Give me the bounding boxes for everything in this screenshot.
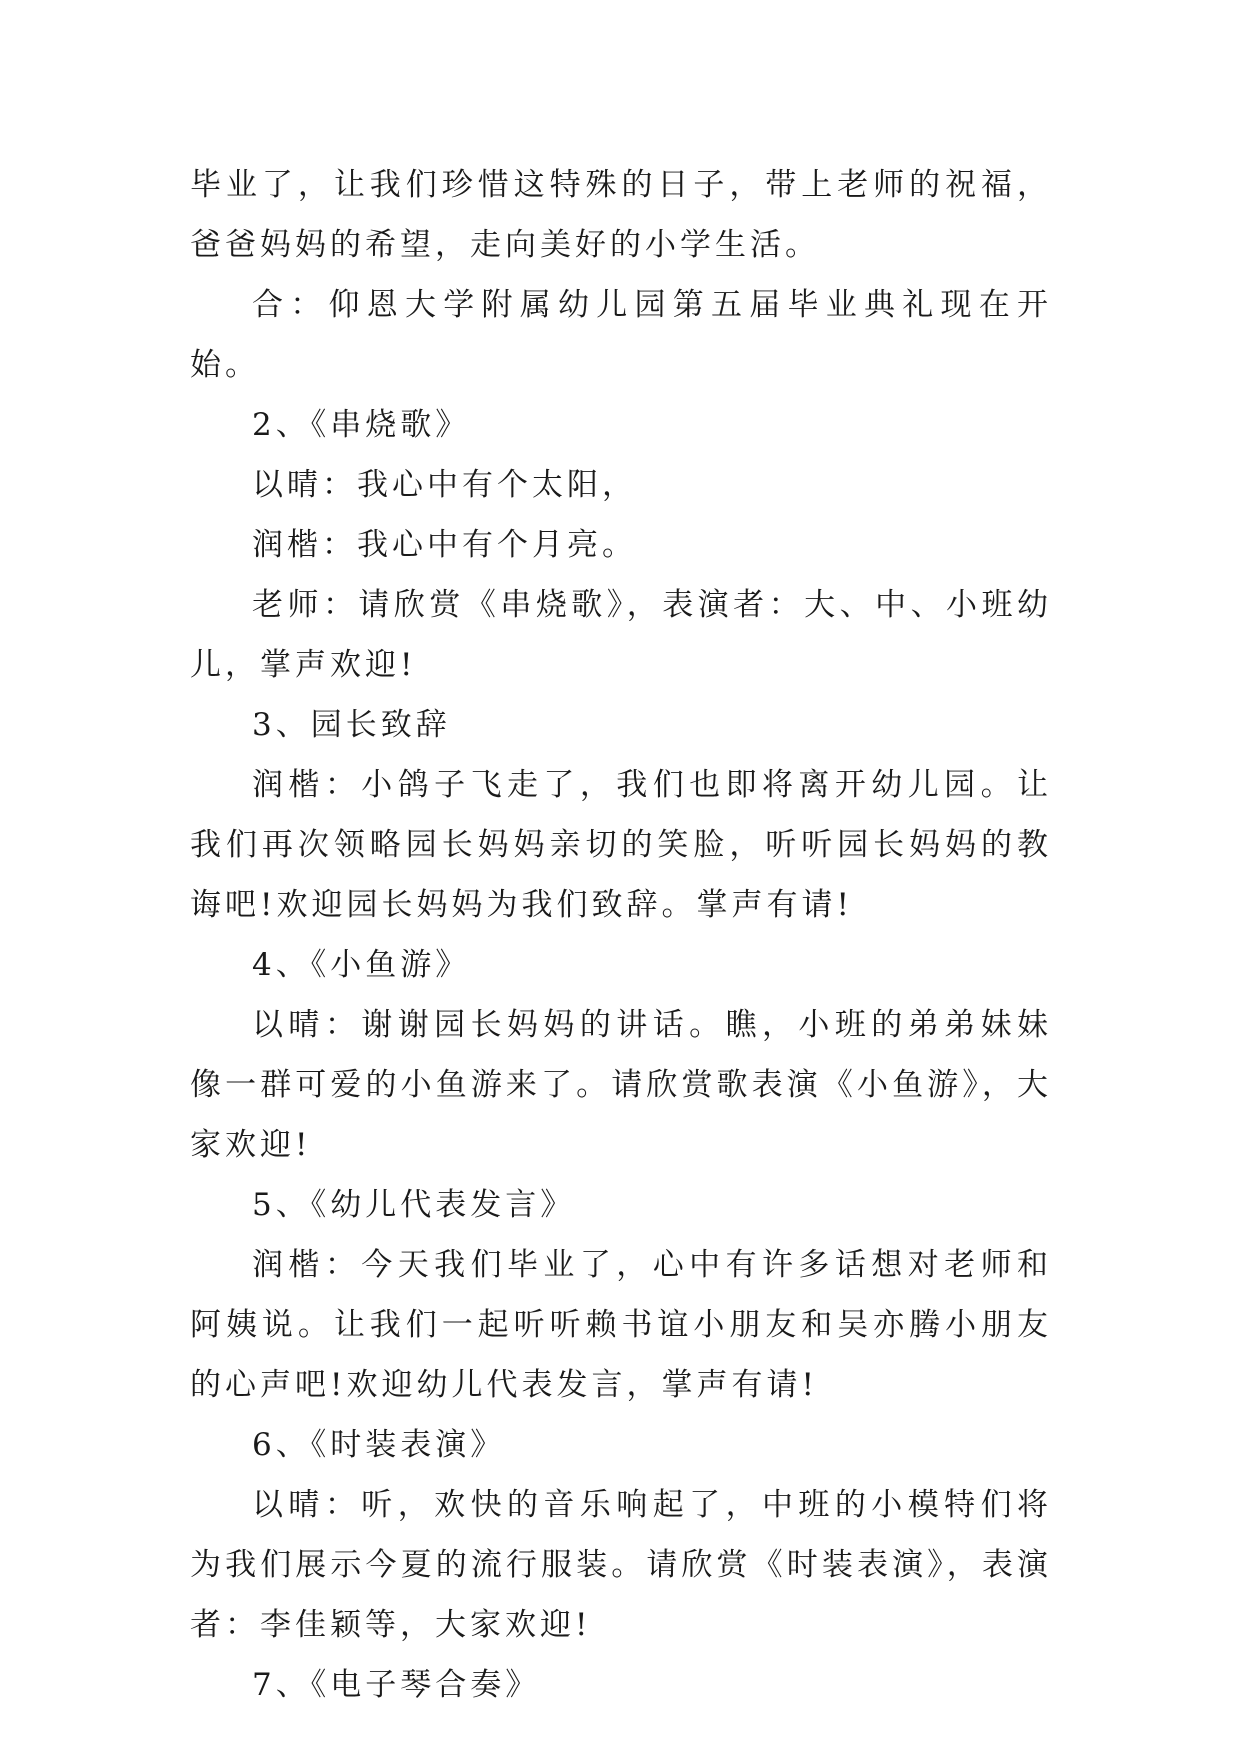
program-item-7-heading: 7、《电子琴合奏》	[252, 1667, 541, 1703]
program-item-2-heading: 2、《串烧歌》	[252, 407, 471, 443]
paragraph: 以晴：我心中有个太阳，	[252, 467, 637, 503]
paragraph: 润楷：小鸽子飞走了，我们也即将离开幼儿园。让我们再次领略园长妈妈亲切的笑脸，听听园长妈妈的教诲吧!欢迎园长妈妈为我们致辞。掌声有请!	[190, 767, 1052, 923]
paragraph-intro: 毕业了，让我们珍惜这特殊的日子，带上老师的祝福，爸爸妈妈的希望，走向美好的小学生活。	[190, 167, 1052, 263]
paragraph: 以晴：听，欢快的音乐响起了，中班的小模特们将为我们展示今夏的流行服装。请欣赏《时装表演》，表演者：李佳颖等，大家欢迎!	[190, 1487, 1052, 1643]
program-item-3-heading: 3、园长致辞	[252, 707, 451, 743]
paragraph-opening: 合：仰恩大学附属幼儿园第五届毕业典礼现在开始。	[190, 287, 1052, 383]
program-item-4-heading: 4、《小鱼游》	[252, 947, 471, 983]
program-item-5-heading: 5、《幼儿代表发言》	[252, 1187, 576, 1223]
paragraph: 以晴：谢谢园长妈妈的讲话。瞧，小班的弟弟妹妹像一群可爱的小鱼游来了。请欣赏歌表演《小鱼游》，大家欢迎!	[190, 1007, 1052, 1163]
paragraph: 润楷：今天我们毕业了，心中有许多话想对老师和阿姨说。让我们一起听听赖书谊小朋友和吴亦腾小朋友的心声吧!欢迎幼儿代表发言，掌声有请!	[190, 1247, 1052, 1403]
document-body	[190, 155, 1052, 1715]
paragraph: 老师：请欣赏《串烧歌》，表演者：大、中、小班幼儿，掌声欢迎!	[190, 587, 1052, 683]
program-item-6-heading: 6、《时装表演》	[252, 1427, 506, 1463]
paragraph: 润楷：我心中有个月亮。	[252, 527, 637, 563]
